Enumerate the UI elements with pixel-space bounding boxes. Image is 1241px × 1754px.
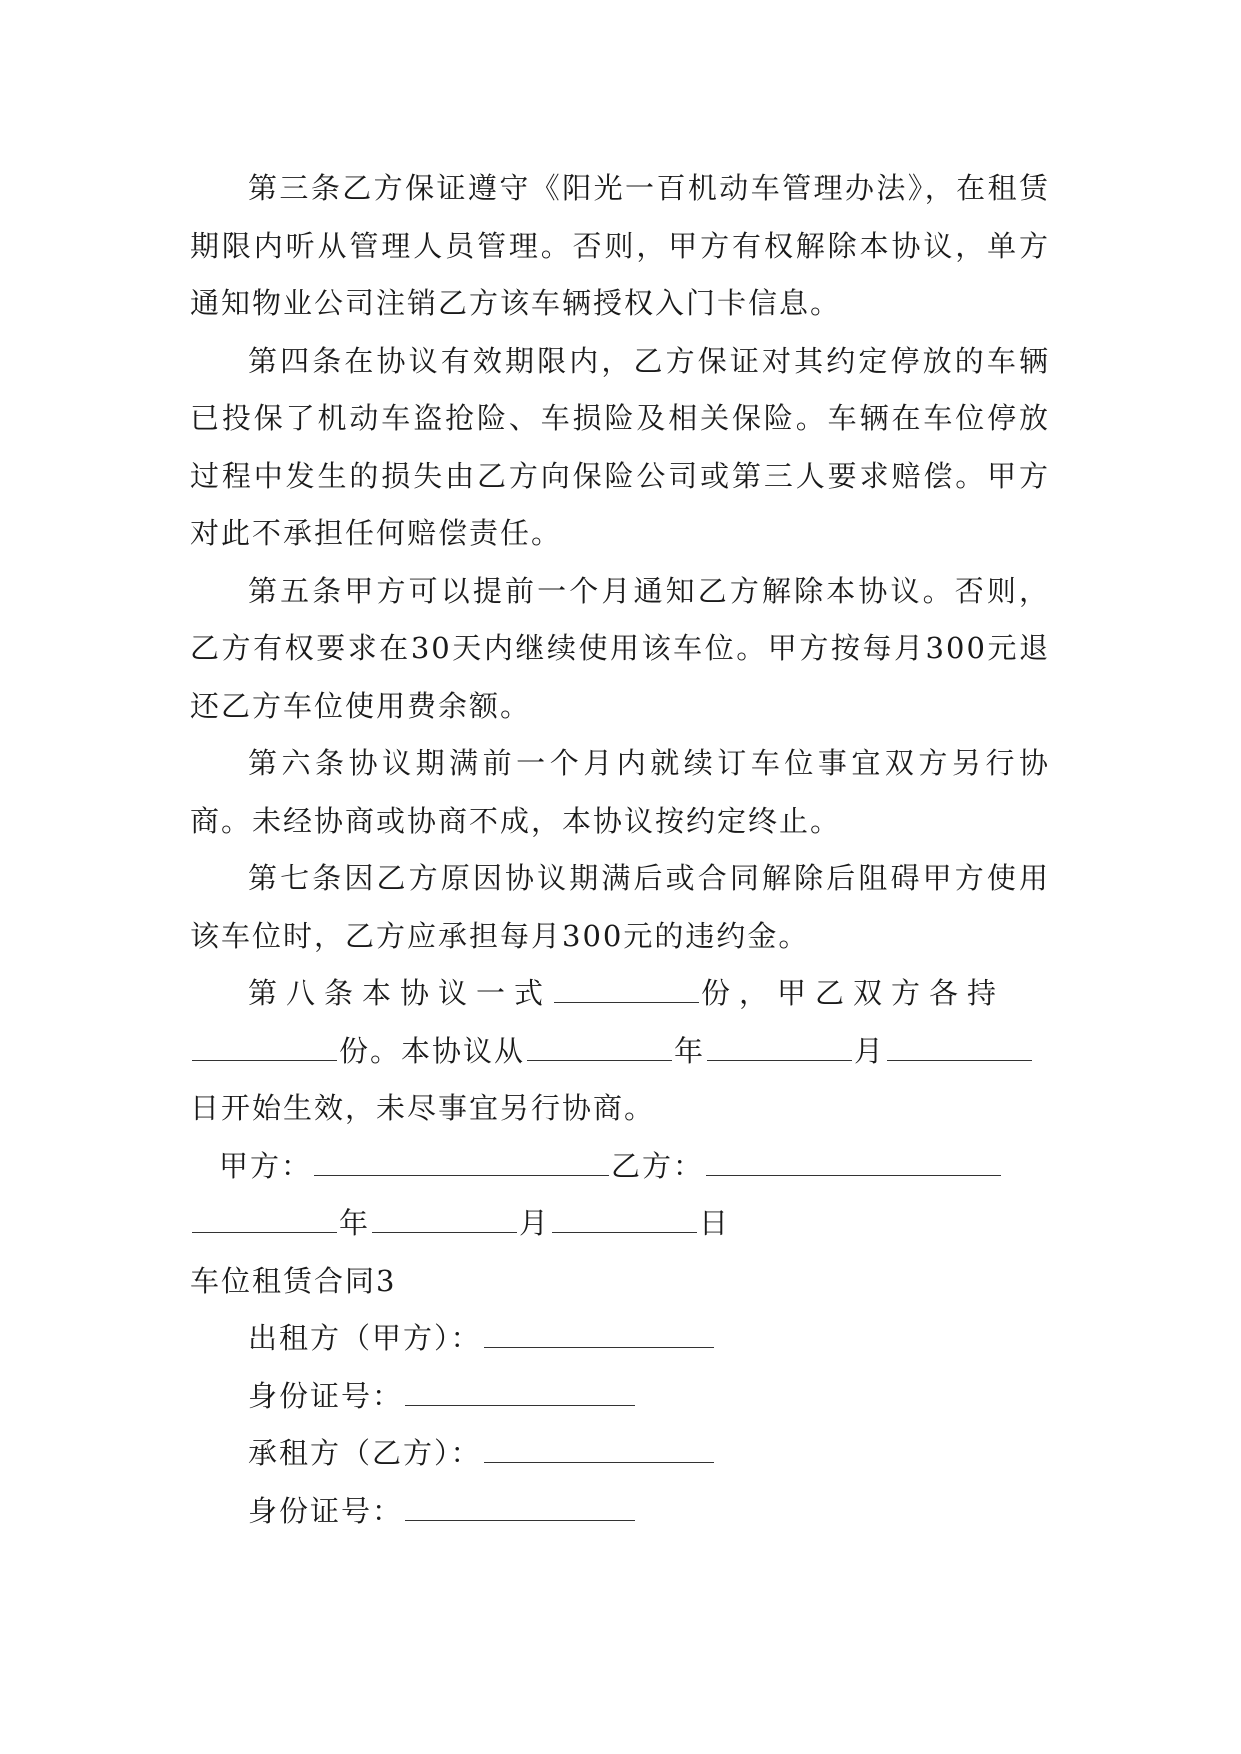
party-b-signature-blank[interactable] (706, 1144, 1001, 1175)
lessee-id-line (190, 1483, 1050, 1541)
copies-each-blank[interactable] (192, 1029, 337, 1060)
start-month-blank[interactable] (707, 1029, 852, 1060)
sign-day-blank[interactable] (552, 1202, 697, 1233)
sign-year-label: 年 (339, 1206, 371, 1240)
article-8-part3: 份。本协议从 (339, 1033, 526, 1068)
lessee-label: 承租方（乙方）： (248, 1436, 482, 1470)
party-b-label: 乙方： (611, 1148, 705, 1183)
article-8-part2: 份，甲乙双方各持 (701, 976, 1006, 1010)
article-8 (190, 965, 1050, 1023)
article-4: 第四条在协议有效期限内，乙方保证对其约定停放的车辆已投保了机动车盗抢险、车损险及相关保险。车辆在车位停放过程中发生的损失由乙方向保险公司或第三人要求赔偿。甲方对此不承担任何赔偿责任。 (190, 343, 1050, 550)
party-a-signature-blank[interactable] (314, 1144, 609, 1175)
copies-blank[interactable] (554, 972, 699, 1003)
article-8-part4: 日开始生效，未尽事宜另行协商。 (190, 1091, 656, 1125)
sign-month-label: 月 (519, 1206, 551, 1240)
lessee-blank[interactable] (484, 1432, 714, 1463)
lessor-id-blank[interactable] (405, 1374, 635, 1405)
start-year-blank[interactable] (527, 1029, 672, 1060)
article-8-line2 (190, 1023, 1050, 1081)
lessor-line (190, 1310, 1050, 1368)
lessor-blank[interactable] (484, 1317, 714, 1348)
article-8-year: 年 (674, 1033, 706, 1068)
article-5: 第五条甲方可以提前一个月通知乙方解除本协议。否则，乙方有权要求在30天内继续使用该车位。甲方按每月300元退还乙方车位使用费余额。 (190, 573, 1050, 723)
article-8-month: 月 (854, 1033, 886, 1068)
start-day-blank[interactable] (887, 1029, 1032, 1060)
sign-year-blank[interactable] (192, 1202, 337, 1233)
article-3: 第三条乙方保证遵守《阳光一百机动车管理办法》，在租赁期限内听从管理人员管理。否则，甲方有权解除本协议，单方通知物业公司注销乙方该车辆授权入门卡信息。 (190, 171, 1050, 320)
lessor-id-label: 身份证号： (248, 1378, 404, 1413)
article-7: 第七条因乙方原因协议期满后或合同解除后阻碍甲方使用该车位时，乙方应承担每月300元的违约金。 (190, 861, 1050, 953)
sign-month-blank[interactable] (372, 1202, 517, 1233)
sign-day-label: 日 (699, 1206, 731, 1240)
article-6: 第六条协议期满前一个月内就续订车位事宜双方另行协商。未经协商或协商不成，本协议按约定终止。 (190, 746, 1050, 838)
signature-date-line (190, 1195, 1050, 1253)
lessee-id-blank[interactable] (405, 1489, 635, 1520)
contract-3-title: 车位租赁合同3 (190, 1263, 397, 1298)
signature-line (190, 1138, 1050, 1196)
lessee-id-label: 身份证号： (248, 1493, 404, 1528)
party-a-label: 甲方： (219, 1148, 313, 1183)
lessor-id-line (190, 1368, 1050, 1426)
lessee-line (190, 1425, 1050, 1483)
contract-body (190, 160, 1050, 1540)
article-8-part1: 第八条本协议一式 (248, 976, 553, 1010)
lessor-label: 出租方（甲方）： (248, 1321, 482, 1355)
